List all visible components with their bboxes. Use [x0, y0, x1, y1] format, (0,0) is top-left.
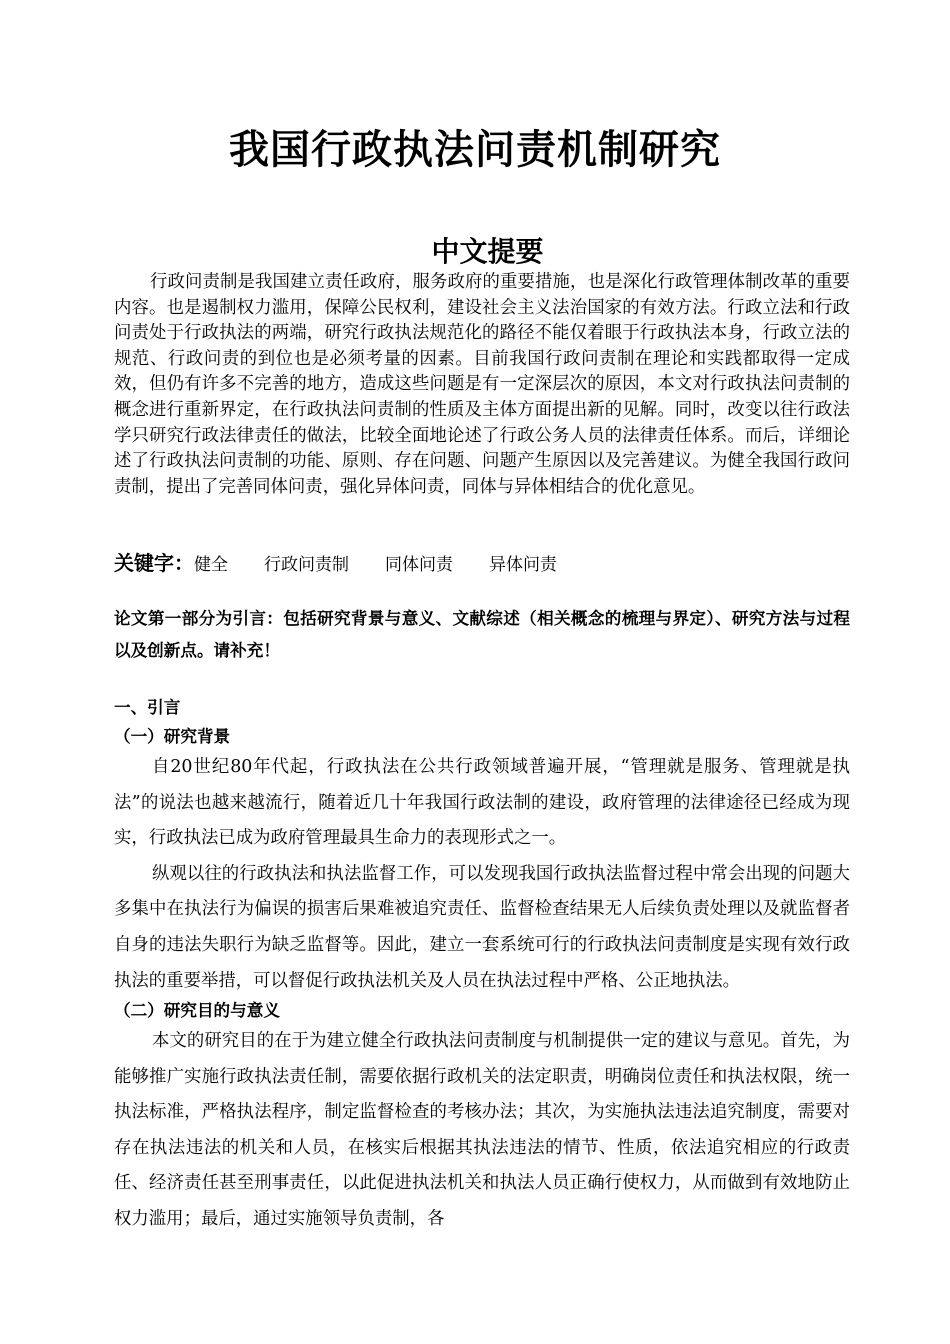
editor-note: 论文第一部分为引言：包括研究背景与意义、文献综述（相关概念的梳理与界定）、研究方法与过程以及创新点。请补充！ — [114, 609, 850, 660]
keyword-item: 同体问责 — [385, 555, 453, 575]
paragraph: 本文的研究目的在于为建立健全行政执法问责制度与机制提供一定的建议与意见。首先，为能够推广实施行政执法责任制，需要依据行政机关的法定职责，明确岗位责任和执法权限，统一执法标准，严格执法程序，制定监督检查的考核办法；其次，为实施执法违法追究制度，需要对存在执法违法的机关和人员，在核实后根据其执法违法的情节、性质，依法追究相应的行政责任、经济责任甚至刑事责任，以此促进执法机关和执法人员正确行使权力，从而做到有效地防止权力滥用；最后，通过实施领导负责制，各 — [114, 1031, 850, 1229]
abstract-heading: 中文提要 — [431, 235, 544, 268]
keyword-item: 异体问责 — [489, 555, 557, 575]
abstract-text: 行政问责制是我国建立责任政府，服务政府的重要措施，也是深化行政管理体制改革的重要内容。也是遏制权力滥用，保障公民权利，建设社会主义法治国家的有效方法。行政立法和行政问责处于行政执法的两端，研究行政执法规范化的路径不能仅着眼于行政执法本身，行政立法的规范、行政问责的到位也是必须考量的因素。目前我国行政问责制在理论和实践都取得一定成效，但仍有许多不完善的地方，造成这些问题是有一定深层次的原因，本文对行政执法问责制的概念进行重新界定，在行政执法问责制的性质及主体方面提出新的见解。同时，改变以往行政法学只研究行政法律责任的做法，比较全面地论述了行政公务人员的法律责任体系。而后，详细论述了行政执法问责制的功能、原则、存在问题、问题产生原因以及完善建议。为健全我国行政问责制，提出了完善同体问责，强化异体问责，同体与异体相结合的优化意见。 — [114, 272, 850, 497]
section-heading-introduction: 一、引言 — [114, 698, 181, 717]
background-body — [114, 750, 850, 999]
paragraph: 自20世纪80年代起，行政执法在公共行政领域普遍开展，“管理就是服务、管理就是执法”的说法也越来越流行，随着近几十年我国行政法制的建设，政府管理的法律途径已经成为现实，行政执法已成为政府管理最具生命力的表现形式之一。 — [114, 757, 850, 849]
keywords-line — [114, 547, 850, 581]
subsection-heading-background: （一）研究背景 — [114, 727, 231, 746]
keyword-item: 健全 — [194, 555, 228, 575]
subsection-heading-purpose: （二）研究目的与意义 — [114, 1001, 280, 1020]
keywords-label: 关键字： — [114, 551, 194, 575]
keyword-item: 行政问责制 — [264, 555, 349, 575]
paragraph: 纵观以往的行政执法和执法监督工作，可以发现我国行政执法监督过程中常会出现的问题大多集中在执法行为偏误的损害后果难被追究责任、监督检查结果无人后续负责处理以及就监督者自身的违法失职行为缺乏监督等。因此，建立一套系统可行的行政执法问责制度是实现有效行政执法的重要举措，可以督促行政执法机关及人员在执法过程中严格、公正地执法。 — [114, 863, 850, 991]
document-title: 我国行政执法问责机制研究 — [229, 127, 721, 173]
purpose-body — [114, 1024, 850, 1238]
